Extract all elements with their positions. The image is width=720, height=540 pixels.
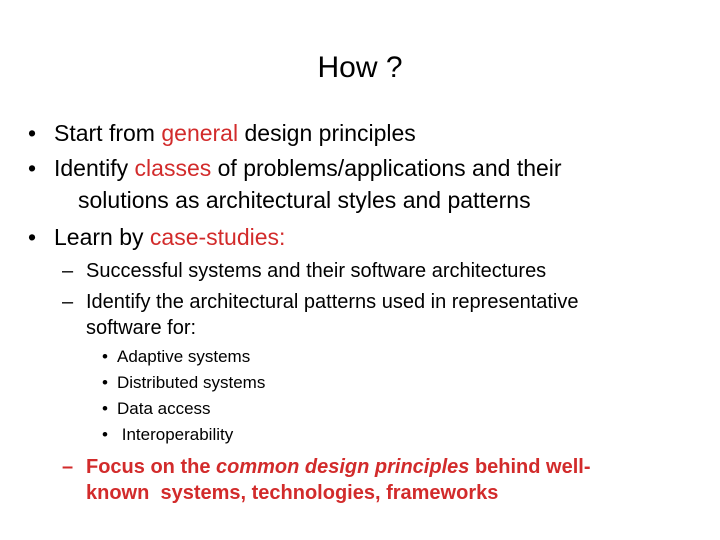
sub-bullet-marker: – <box>62 260 74 282</box>
highlight-classes: classes <box>134 155 212 181</box>
focus-emphasis: common design principles <box>216 456 470 478</box>
bullet-marker: • <box>28 155 37 181</box>
focus-text: Focus on the <box>86 456 216 478</box>
highlight-general: general <box>161 120 239 146</box>
sub-bullet-marker: – <box>62 291 74 313</box>
bullet-case-studies <box>54 224 285 250</box>
item-marker: • <box>102 425 108 444</box>
bullet-text: Learn by <box>54 224 150 250</box>
bullet-text: design principles <box>238 120 416 146</box>
sub-bullet-continuation: software for: <box>86 317 197 339</box>
focus-marker: – <box>62 456 74 478</box>
highlight-case-studies: case-studies: <box>149 224 286 250</box>
sub-bullet-identify-patterns: Identify the architectural patterns used in representative <box>86 291 579 313</box>
bullet-text: Start from <box>54 120 162 146</box>
item-data-access: Data access <box>117 399 211 418</box>
bullet-text: Identify <box>54 155 135 181</box>
bullet-marker: • <box>28 120 37 146</box>
item-interoperability: Interoperability <box>117 425 234 444</box>
item-marker: • <box>102 373 108 392</box>
bullet-text: of problems/applications and their <box>211 155 562 181</box>
slide-title: How ? <box>317 51 403 84</box>
bullet-identify-classes <box>54 155 562 181</box>
sub-bullet-successful-systems: Successful systems and their software architectures <box>86 260 547 282</box>
bullet-marker: • <box>28 224 37 250</box>
item-adaptive-systems: Adaptive systems <box>117 347 251 366</box>
item-marker: • <box>102 399 108 418</box>
focus-continuation: known systems, technologies, frameworks <box>86 482 499 504</box>
item-distributed-systems: Distributed systems <box>117 373 266 392</box>
bullet-continuation: solutions as architectural styles and patterns <box>78 187 531 213</box>
item-marker: • <box>102 347 108 366</box>
focus-bullet <box>86 455 591 479</box>
focus-text: behind well- <box>469 456 591 478</box>
bullet-general-principles <box>54 120 416 146</box>
